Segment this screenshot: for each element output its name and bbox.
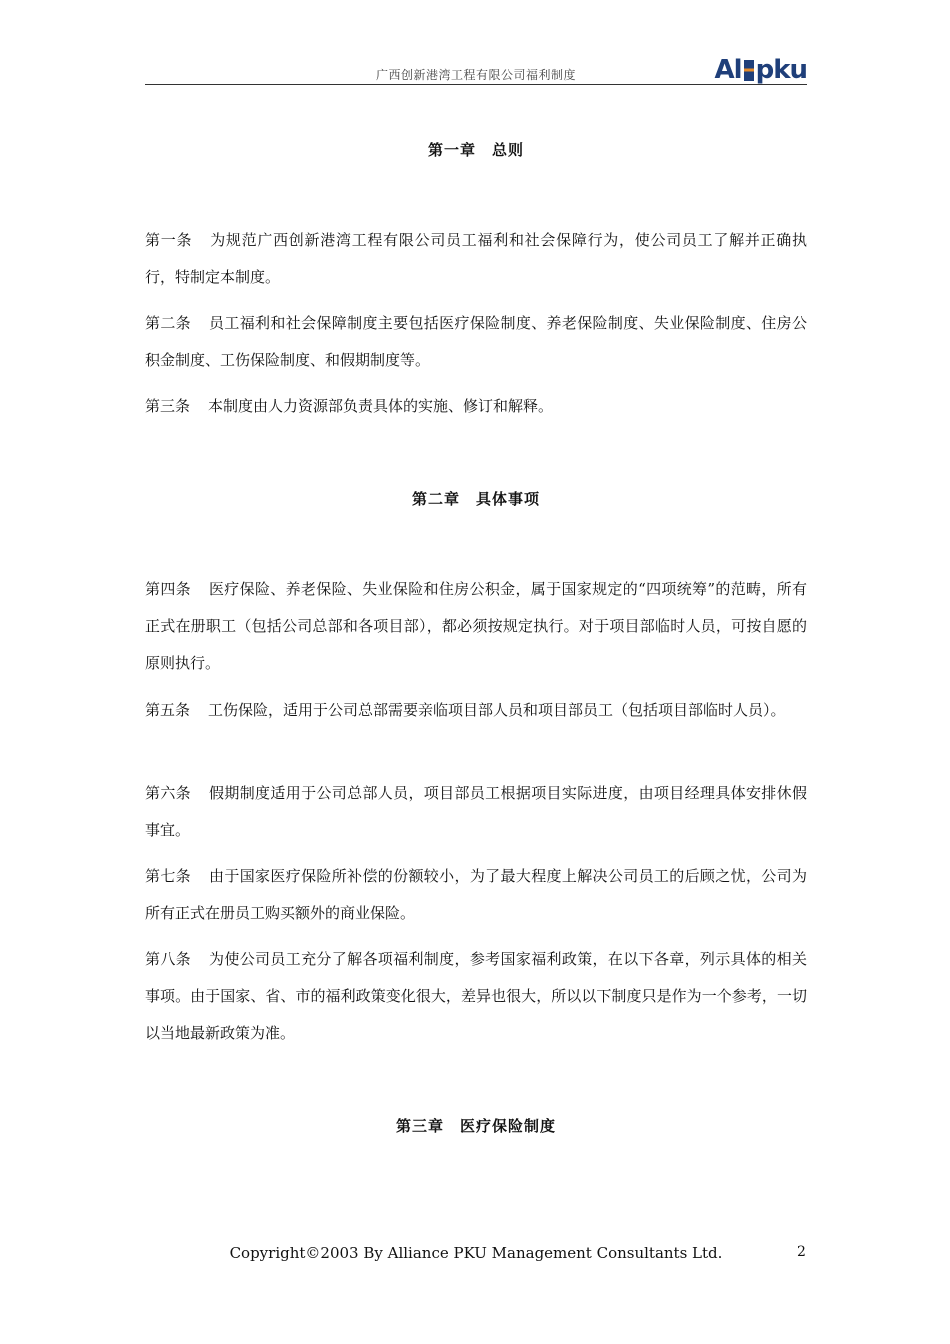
- article-number: 第八条: [145, 950, 192, 968]
- article-text: 员工福利和社会保障制度主要包括医疗保险制度、养老保险制度、失业保险制度、住房公积金制度、工伤保险制度、和假期制度等。: [145, 314, 807, 369]
- article-text: 为使公司员工充分了解各项福利制度，参考国家福利政策，在以下各章，列示具体的相关事项。由于国家、省、市的福利政策变化很大，差异也很大，所以以下制度只是作为一个参考，一切以当地最新政策为准。: [145, 950, 807, 1042]
- article-6: [145, 775, 807, 849]
- article-1: [145, 222, 807, 296]
- article-7: [145, 858, 807, 932]
- footer-copyright: Copyright©2003 By Alliance PKU Management Consultants Ltd.: [229, 1244, 723, 1262]
- chapter-heading-3: 第三章 医疗保险制度: [395, 1117, 556, 1135]
- page-number: 2: [797, 1244, 806, 1260]
- company-logo: [715, 54, 807, 84]
- article-4: [145, 571, 807, 682]
- article-text: 医疗保险、养老保险、失业保险和住房公积金，属于国家规定的“四项统筹”的范畴，所有正式在册职工（包括公司总部和各项目部），都必须按规定执行。对于项目部临时人员，可按自愿的原则执行。: [145, 580, 807, 672]
- article-number: 第二条: [145, 314, 192, 332]
- article-number: 第五条: [145, 701, 191, 719]
- chapter-heading-2: 第二章 具体事项: [411, 490, 540, 508]
- article-text: 由于国家医疗保险所补偿的份额较小，为了最大程度上解决公司员工的后顾之忧，公司为所有正式在册员工购买额外的商业保险。: [145, 867, 807, 922]
- article-number: 第七条: [145, 867, 192, 885]
- article-number: 第四条: [145, 580, 191, 598]
- header-divider: [145, 84, 807, 85]
- logo-mark-icon: [744, 60, 754, 81]
- article-5: [145, 692, 807, 729]
- article-number: 第三条: [145, 397, 191, 415]
- article-number: 第一条: [145, 231, 193, 249]
- chapter-heading-1: 第一章 总则: [427, 141, 524, 159]
- article-3: [145, 388, 807, 425]
- header-title: 广西创新港湾工程有限公司福利制度: [375, 68, 576, 82]
- logo-text-left: Al: [714, 55, 742, 85]
- article-number: 第六条: [145, 784, 192, 802]
- article-8: [145, 941, 807, 1052]
- article-text: 为规范广西创新港湾工程有限公司员工福利和社会保障行为，使公司员工了解并正确执行，特制定本制度。: [145, 231, 807, 286]
- article-2: [145, 305, 807, 379]
- article-text: 工伤保险，适用于公司总部需要亲临项目部人员和项目部员工（包括项目部临时人员）。: [208, 701, 786, 719]
- article-text: 假期制度适用于公司总部人员，项目部员工根据项目实际进度，由项目经理具体安排休假事宜。: [145, 784, 807, 839]
- article-text: 本制度由人力资源部负责具体的实施、修订和解释。: [208, 397, 554, 415]
- page-header: [145, 56, 807, 86]
- logo-text-right: pku: [755, 55, 807, 85]
